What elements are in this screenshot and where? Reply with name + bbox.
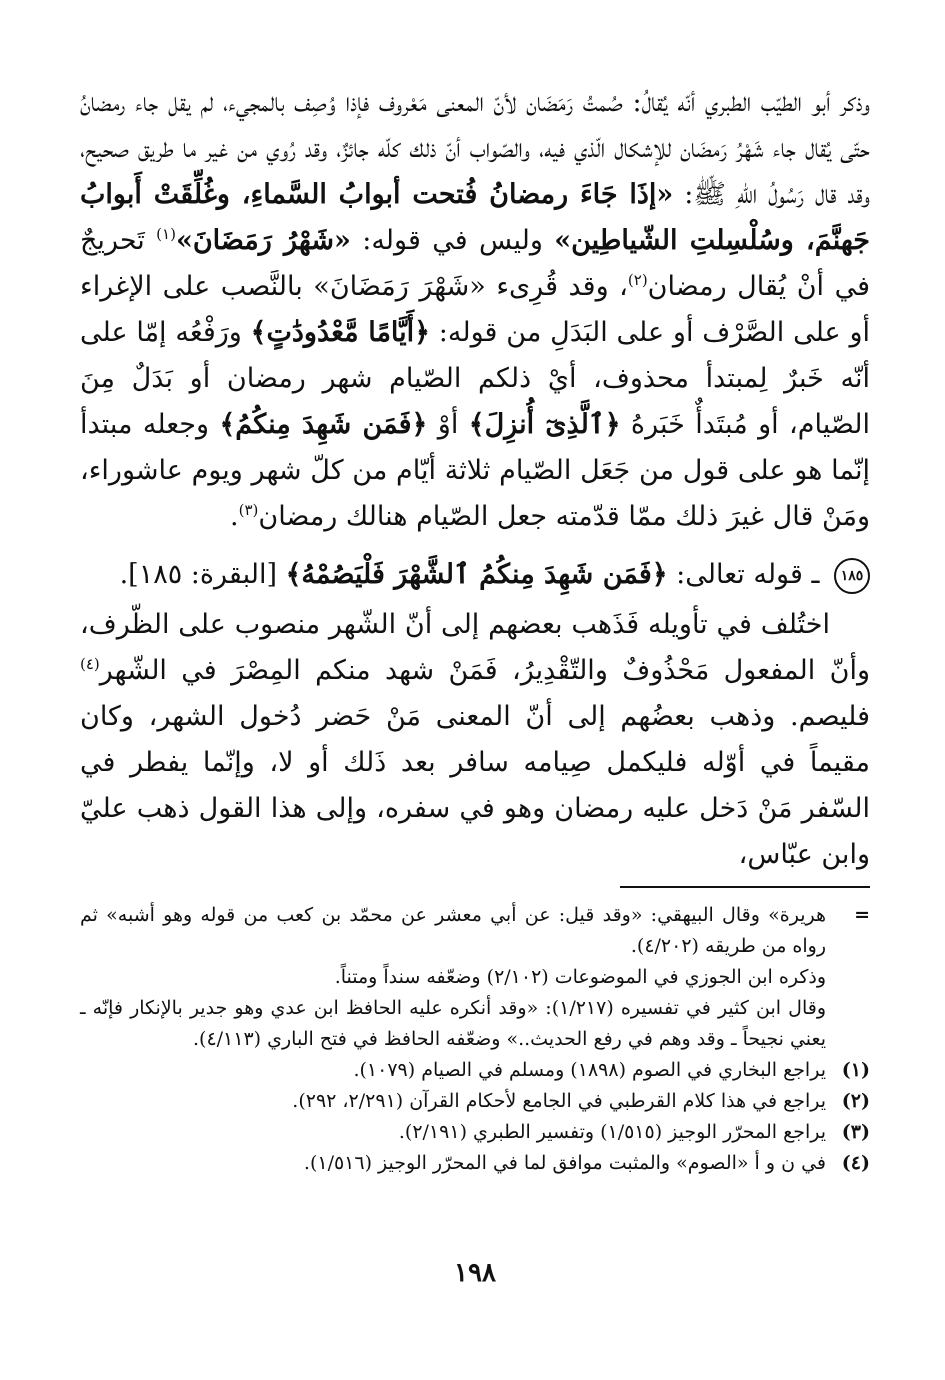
footnote-text: يراجع في هذا كلام القرطبي في الجامع لأحكام القرآن (٢/٢٩١، ٢٩٢). [292, 1090, 826, 1112]
footnote-ref-4[interactable]: (٤) [80, 655, 100, 673]
text-run: وجعله مبتدأ إنّما هو على قول من جَعَل الصّيام ثلاثة أيّام من كلّ شهر ويوم عاشوراء، ومَنْ قال غيرَ ذلك ممّا قدّمته جعل الصّيام هنالك رمضان [80, 409, 870, 532]
quoted-phrase: «شَهْرُ رَمَضَانَ» [175, 225, 351, 256]
quran-quote: ﴿فَمَن شَهِدَ مِنكُمُ﴾ [219, 409, 428, 440]
text-run: اختُلف في تأويله فَذَهب بعضهم إلى أنّ الشّهر منصوب على الظّرف، وأنّ المفعول مَحْذُوفٌ والتّقْدِيرُ، فَمَنْ شهد منكم المِصْرَ في الشّهر [80, 609, 870, 686]
verse-prefix: ـ قوله تعالى: [667, 559, 828, 590]
hadith-quote: «إذَا جَاءَ رمضانُ فُتحت أبوابُ السَّماءِ، وغُلِّقَتْ أَبوابُ جَهنَّمَ، وسُلْسِلتِ الشّياطِين» [80, 179, 870, 256]
footnote-1 [80, 1055, 870, 1086]
footnote-text: يراجع المحرّر الوجيز (١/٥١٥) وتفسير الطبري (٢/١٩١). [398, 1121, 826, 1143]
footnote-text: في ن و أ «الصوم» والمثبت موافق لما في المحرّر الوجيز (١/٥١٦). [303, 1152, 826, 1174]
quran-quote: ﴿أَيَّامًا مَّعْدُودَٰتٍ﴾ [250, 317, 430, 348]
footnote-number: (٤) [841, 1152, 870, 1174]
verse-heading [80, 552, 870, 598]
text-run: تَحريجٌ في أنْ يُقال رمضان [80, 225, 870, 302]
footnote-3 [80, 1117, 870, 1148]
text-run: وذكر أبو الطيّب الطبري أنّه يُقالُ: صُمتُ رَمَضَان لأنّ المعنى مَعْروف فإذا وُصِف بالمجيء، لم يقل جاء رمضانُ حتّى يُقال جاء شَهْرُ رَمضَان للإشكال الّذي فيه، والصّواب أنّ ذلك كلّه جائزٌ، وقد رُوي من غير ما طريق صحيح، وقد قال رَسُولُ اللّهِ ﷺ: [80, 87, 870, 210]
footnotes [80, 900, 870, 1179]
book-page [80, 80, 870, 1320]
text-run: وليس في قوله: [350, 225, 555, 256]
verse-reference: [البقرة: ١٨٥]. [119, 559, 286, 590]
verse-text: ﴿فَمَن شَهِدَ مِنكُمُ ٱلشَّهْرَ فَلْيَصُمْهُ﴾ [285, 559, 668, 590]
paragraph-2 [80, 602, 870, 878]
footnote-body [80, 900, 826, 1055]
page-number: ١٩٨ [454, 1258, 496, 1288]
footnote-text: يراجع البخاري في الصوم (١٨٩٨) ومسلم في الصيام (١٠٧٩). [353, 1059, 826, 1081]
footnote-number: (٣) [841, 1121, 870, 1143]
verse-number-medallion: ١٨٥ [834, 558, 870, 594]
text-run: ، وقد قُرِىء «شَهْرَ رَمَضَانَ» بالنَّصب على الإغراء أو على الصَّرْف أو على البَدَلِ من قوله: [80, 271, 870, 348]
footnote-number: (٢) [841, 1090, 870, 1112]
footnote-continued [80, 900, 870, 1055]
paragraph-1 [80, 80, 870, 540]
footnote-ref-2[interactable]: (٢) [627, 271, 648, 289]
continuation-mark: = [854, 904, 870, 926]
footnote-ref-1[interactable]: (١) [156, 225, 176, 243]
footnote-line: وذكره ابن الجوزي في الموضوعات (٢/١٠٢) وضعّفه سنداً ومتناً. [334, 966, 826, 988]
text-run: ورَفْعُه إمّا على أنّه خَبرٌ لِمبتدأ محذوف، أيْ ذلكم الصّيام شهر رمضان أو بَدَلٌ مِنَ الصّيام، أو مُبتَدأٌ خَبَرهُ [80, 317, 870, 440]
main-text [80, 80, 870, 878]
quran-quote: ﴿ٱلَّذِىٓ أُنزِلَ﴾ [468, 409, 621, 440]
text-run: فليصم. وذهب بعضُهم إلى أنّ المعنى مَنْ حَضر دُخول الشهر، وكان مقيماً في أوّله فليكمل صِيامه سافر بعد ذَلك أو لا، وإنّما يفطر في السّفر مَنْ دَخل عليه رمضان وهو في سفره، وإلى هذا القول ذهب عليّ وابن عبّاس، [80, 701, 870, 870]
footnote-divider [620, 886, 870, 888]
footnote-2 [80, 1086, 870, 1117]
footnote-4 [80, 1148, 870, 1179]
text-run: أوْ [427, 409, 469, 440]
footnote-ref-3[interactable]: (٣) [238, 501, 259, 519]
footnote-number: (١) [841, 1059, 870, 1081]
text-run: . [229, 501, 239, 532]
footnote-line: وقال ابن كثير في تفسيره (١/٢١٧): «وقد أنكره عليه الحافظ ابن عدي وهو جدير بالإنكار فإنّه ـ يعني نجيحاً ـ وقد وهم في رفع الحديث..» وضعّفه الحافظ في فتح الباري (٤/١١٣). [80, 997, 826, 1050]
footnote-line: هريرة» وقال البيهقي: «وقد قيل: عن أبي معشر عن محمّد بن كعب من قوله وهو أشبه» ثم رواه من طريقه (٤/٢٠٢). [80, 904, 826, 957]
